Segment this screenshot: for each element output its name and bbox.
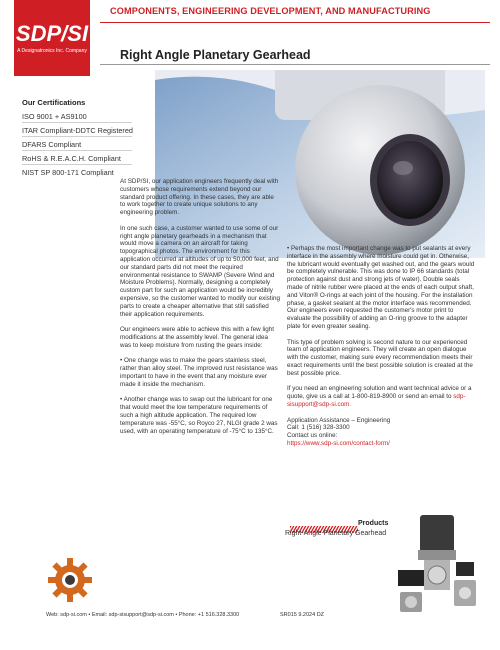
contact-form-link[interactable]: https://www.sdp-si.com/contact-form/	[287, 439, 390, 447]
title-divider	[100, 64, 490, 65]
article-right-column	[287, 245, 477, 448]
contact-text: If you need an engineering solution and want technical advice or a quote, give us a call at 1-800-819-8900 or send an email to	[287, 385, 472, 401]
contact-phone: Call: 1 (516) 328-3300	[287, 424, 350, 432]
footer-contact: Web: sdp-si.com • Email: sdp-sisupport@sdp-si.com • Phone: +1 516.328.3300	[46, 612, 240, 618]
contact-title: Application Assistance – Engineering	[287, 416, 391, 424]
document-id: SR015 9.2024 DZ	[280, 612, 325, 618]
article-paragraph: Our engineers were able to achieve this with a few light modifications at the assembly level. The general idea was to keep moisture from rusting the gears inside:	[120, 326, 275, 349]
gearhead-product-image	[390, 510, 490, 620]
logo-subtitle: A Designatronics Inc. Company	[17, 47, 87, 54]
article-paragraph: This type of problem solving is second nature to our experienced team of application engineers. They will create an open dialogue with the customer, making sure every recommendation meets their exact requirements until the best possible solution is created at the best possible price.	[287, 338, 473, 377]
contact-paragraph	[287, 385, 477, 408]
certifications-title: Our Certifications	[22, 98, 86, 107]
article-bullet: • Another change was to swap out the lubricant for one that would meet the low temperature requirements of such a high altitude application. The required low temperature was -55°C, so Royco 27, NLGI grade 2 was used, with an operating temperature of -75°C to 135°C.	[120, 396, 278, 435]
article-left-column	[120, 178, 280, 443]
logo-text: SDP/SI	[15, 20, 89, 46]
gear-icon	[46, 556, 94, 604]
article-paragraph: In one such case, a customer wanted to use some of our right angle planetary gearheads in a mechanism that would move a camera on an aircraft for taking topographical photos. The environment for this application occurred at altitudes of up to 50,000 feet, and our standard parts did not meet the required environmental resistance to SWAMP (Severe Wind and Moisture Problems). Normally, designing a completely custom part for such an application would be incredibly expensive, so the customer wanted to modify our existing parts to create a cheaper alternative that still satisfied their application requirements.	[120, 224, 280, 318]
certification-item: ISO 9001 + AS9100	[22, 112, 87, 121]
contact-block	[287, 417, 477, 448]
certification-item: RoHS & R.E.A.C.H. Compliant	[22, 154, 121, 163]
product-name: Right-Angle Planetary Gearhead	[285, 530, 387, 537]
certification-item: ITAR Compliant-DDTC Registered	[22, 126, 133, 135]
header-tagline: COMPONENTS, ENGINEERING DEVELOPMENT, AND MANUFACTURING	[110, 6, 431, 16]
article-bullet: • Perhaps the most important change was to put sealants at every interface in the assembly where moisture could get in. Otherwise, the lubricant would eventually get washed out, and the gears would be completely vulnerable. This was done to IP 66 standards (total protection against dust and strong jets of water). Double seals made of nitrile rubber were placed at the ends of each output shaft, and Viton® O-rings at each joint of the housing. For the installation phase, a gasket sealant at the motor interface was recommended. Our engineers even requested the customer's motor print to evaluate the possibility of adding an O-ring groove to the adapter plate for even greater sealing.	[287, 245, 475, 330]
company-logo	[14, 0, 90, 76]
certification-divider	[22, 164, 132, 165]
certification-divider	[22, 150, 132, 151]
article-paragraph: At SDP/SI, our application engineers frequently deal with customers whose requirements extend beyond our standard product offering. In these cases, they are able to work together to create unique solutions to any engineering problem.	[120, 178, 279, 217]
certification-item: DFARS Compliant	[22, 140, 82, 149]
products-label: Products	[358, 520, 389, 527]
document-title: Right Angle Planetary Gearhead	[120, 48, 311, 62]
support-email-link[interactable]: sdp-sisupport@sdp-si.com.	[287, 393, 466, 408]
certification-divider	[22, 122, 132, 123]
tagline-divider	[100, 22, 490, 23]
certification-item: NIST SP 800-171 Compliant	[22, 168, 114, 177]
article-bullet: • One change was to make the gears stainless steel, rather than alloy steel. The improved rust resistance was important to have in the event that any moisture ever made it inside the mechanism.	[120, 357, 278, 388]
contact-online-label: Contact us online:	[287, 432, 338, 440]
certification-divider	[22, 136, 132, 137]
